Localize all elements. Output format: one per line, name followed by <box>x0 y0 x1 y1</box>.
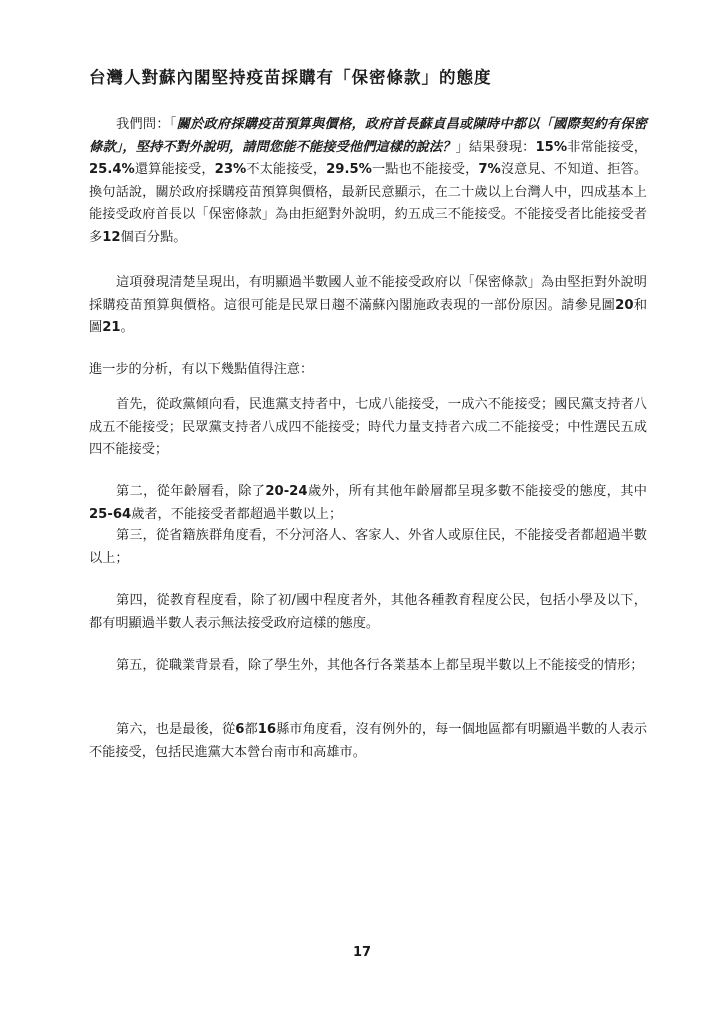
section-title: 台灣人對蘇內閣堅持疫苗採購有「保密條款」的態度 <box>89 68 492 87</box>
text-segment: 縣市角度看，沒有例外的，每一個地區都有明顯過半數的人表示不能接受，包括民進黨大本營台南市和高雄市。 <box>89 722 648 760</box>
text-segment: 第二，從年齡層看，除了 <box>116 484 266 499</box>
text-segment: 這項發現清楚呈現出，有明顯過半數國人並不能接受政府以「保密條款」為由堅拒對外說明採購疫苗預算與價格。這很可能是民眾日趨不滿蘇內閣施政表現的一部份原因。請參見圖 <box>89 275 647 313</box>
text-segment: 都 <box>244 722 258 737</box>
paragraph-point-ethnicity: 第三，從省籍族群角度看，不分河洛人、客家人、外省人或原住民，不能接受者都超過半數以上； <box>89 528 647 566</box>
paragraph-point-age <box>89 481 647 526</box>
stat-value: 29.5% <box>326 162 372 177</box>
text-segment: 還算能接受， <box>134 162 215 177</box>
stat-value: 25.4% <box>89 162 135 177</box>
stat-value: 15% <box>535 139 568 155</box>
text-segment: 。 <box>120 320 134 335</box>
paragraph-analysis-intro: 進一步的分析，有以下幾點值得注意： <box>89 362 314 377</box>
age-range: 25-64 <box>89 506 132 522</box>
survey-question: 關於政府採購疫苗預算與價格，政府首長蘇貞昌或陳時中都以「國際契約有保密條款」，堅持不對外說明，請問您能不能接受他們這樣的說法？ <box>89 117 647 155</box>
text-segment: 第六，也是最後，從 <box>116 722 236 737</box>
stat-value: 23% <box>214 162 247 177</box>
text-segment: 和圖 <box>89 297 648 335</box>
paragraph-point-occupation: 第五，從職業背景看，除了學生外，其他各行各業基本上都呈現半數以上不能接受的情形； <box>116 658 644 673</box>
text-segment: 」結果發現： <box>455 139 536 155</box>
paragraph-finding <box>89 272 647 340</box>
page-number: 17 <box>352 945 372 960</box>
region-count: 16 <box>257 722 277 737</box>
text-segment: 不太能接受， <box>246 162 327 177</box>
age-range: 20-24 <box>265 484 308 499</box>
figure-number: 21 <box>102 320 121 335</box>
stat-value: 12 <box>102 229 121 245</box>
text-segment: 個百分點。 <box>120 229 187 245</box>
stat-value: 7% <box>478 162 501 177</box>
text-segment: 歲外，所有其他年齡層都呈現多數不能接受的態度，其中 <box>307 484 647 499</box>
paragraph-survey-result <box>89 114 647 249</box>
text-segment: 歲者，不能接受者都超過半數以上； <box>131 506 343 522</box>
paragraph-point-party: 首先，從政黨傾向看，民進黨支持者中，七成八能接受，一成六不能接受；國民黨支持者八成五不能接受；民眾黨支持者八成四不能接受；時代力量支持者六成二不能接受；中性選民五成四不能接受； <box>89 397 647 457</box>
text-segment: 我們問：「 <box>116 117 177 132</box>
text-segment: 沒意見、不知道、拒答。換句話說，關於政府採購疫苗預算與價格，最新民意顯示，在二十歲以上台灣人中，四成基本上能接受政府首長以「保密條款」為由拒絕對外說明，約五成三不能接受。不能接受者比能接受者多 <box>89 162 648 245</box>
region-count: 6 <box>235 722 245 737</box>
paragraph-point-education: 第四，從教育程度看，除了初/國中程度者外，其他各種教育程度公民，包括小學及以下，都有明顯過半數人表示無法接受政府這樣的態度。 <box>89 593 647 631</box>
figure-number: 20 <box>615 297 634 313</box>
text-segment: 一點也不能接受， <box>371 162 479 177</box>
paragraph-point-region <box>89 719 647 764</box>
text-segment: 非常能接受， <box>567 139 647 155</box>
